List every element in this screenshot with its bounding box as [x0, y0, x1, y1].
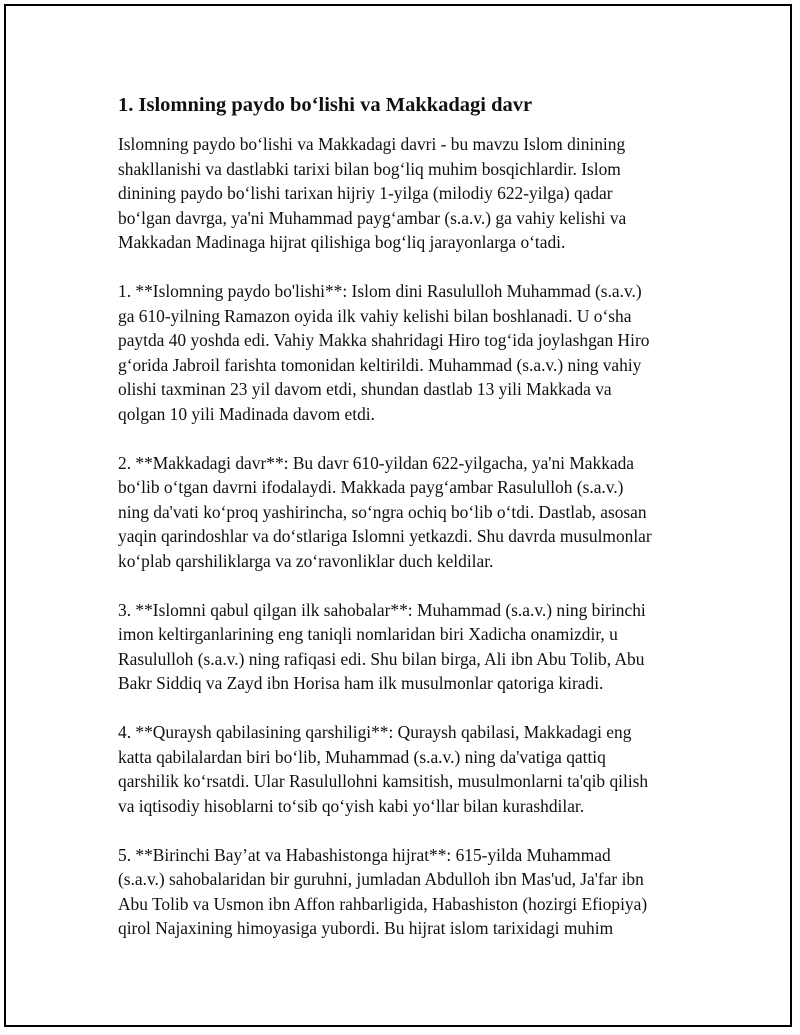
paragraph-5-habashiston-hijrat: 5. **Birinchi Bay’at va Habashistonga hijrat**: 615-yilda Muhammad (s.a.v.) sahobalaridan bir guruhni, jumladan Abdulloh ibn Mas'ud, Ja'far ibn Abu Tolib va Usmon ibn Affon rahbarligida, Habashiston (hozirgi Efiopiya) qirol Najaxining himoyasiga yubordi. Bu hijrat islom tarixidagi muhim — [118, 844, 648, 938]
intro-paragraph: Islomning paydo bo‘lishi va Makkadagi davri - bu mavzu Islom dinining shakllanishi va dastlabki tarixi bilan bog‘liq muhim bosqichlardir. Islom dinining paydo bo‘lishi tarixan hijriy 1-yilga (milodiy 622-yilga) qadar bo‘lgan davrga, ya'ni Muhammad payg‘ambar (s.a.v.) ga vahiy kelishi va Makkadan Madinaga hijrat qilishiga bog‘liq jarayonlarga o‘tadi. — [118, 134, 627, 252]
document-title: 1. Islomning paydo bo‘lishi va Makkadagi davr — [118, 94, 533, 116]
paragraph-4-quraysh-qarshiligi: 4. **Quraysh qabilasining qarshiligi**: Quraysh qabilasi, Makkadagi eng katta qabilalardan biri bo‘lib, Muhammad (s.a.v.) ning da'vatiga qattiq qarshilik ko‘rsatdi. Ular Rasulullohni kamsitish, musulmonlarni ta'qib qilish va iqtisodiy hisoblarni to‘sib qo‘yish kabi yo‘llar bilan kurashdilar. — [118, 722, 649, 816]
paragraph-3-ilk-sahobalar: 3. **Islomni qabul qilgan ilk sahobalar**: Muhammad (s.a.v.) ning birinchi imon keltirganlarining eng taniqli nomlaridan biri Xadicha onamizdir, u Rasululloh (s.a.v.) ning rafiqasi edi. Shu bilan birga, Ali ibn Abu Tolib, Abu Bakr Siddiq va Zayd ibn Horisa ham ilk musulmonlar qatoriga kiradi. — [118, 599, 646, 693]
document-body — [118, 92, 688, 965]
paragraph-2-makkadagi-davr: 2. **Makkadagi davr**: Bu davr 610-yildan 622-yilgacha, ya'ni Makkada bo‘lib o‘tgan davrni ifodalaydi. Makkada payg‘ambar Rasululloh (s.a.v.) ning da'vati ko‘proq yashirincha, so‘ngra ochiq bo‘lib o‘tdi. Dastlab, asosan yaqin qarindoshlar va do‘stlariga Islomni yetkazdi. Shu davrda musulmonlar ko‘plab qarshiliklarga va zo‘ravonliklar duch keldilar. — [118, 452, 652, 571]
paragraph-1-islom-paydo-bolishi: 1. **Islomning paydo bo'lishi**: Islom dini Rasululloh Muhammad (s.a.v.) ga 610-yilning Ramazon oyida ilk vahiy kelishi bilan boshlanadi. U o‘sha paytda 40 yoshda edi. Vahiy Makka shahridagi Hiro tog‘ida joylashgan Hiro g‘orida Jabroil farishta tomonidan keltirildi. Muhammad (s.a.v.) ning vahiy olishi taxminan 23 yil davom etdi, shundan dastlab 13 yili Makkada va qolgan 10 yili Madinada davom etdi. — [118, 281, 650, 424]
